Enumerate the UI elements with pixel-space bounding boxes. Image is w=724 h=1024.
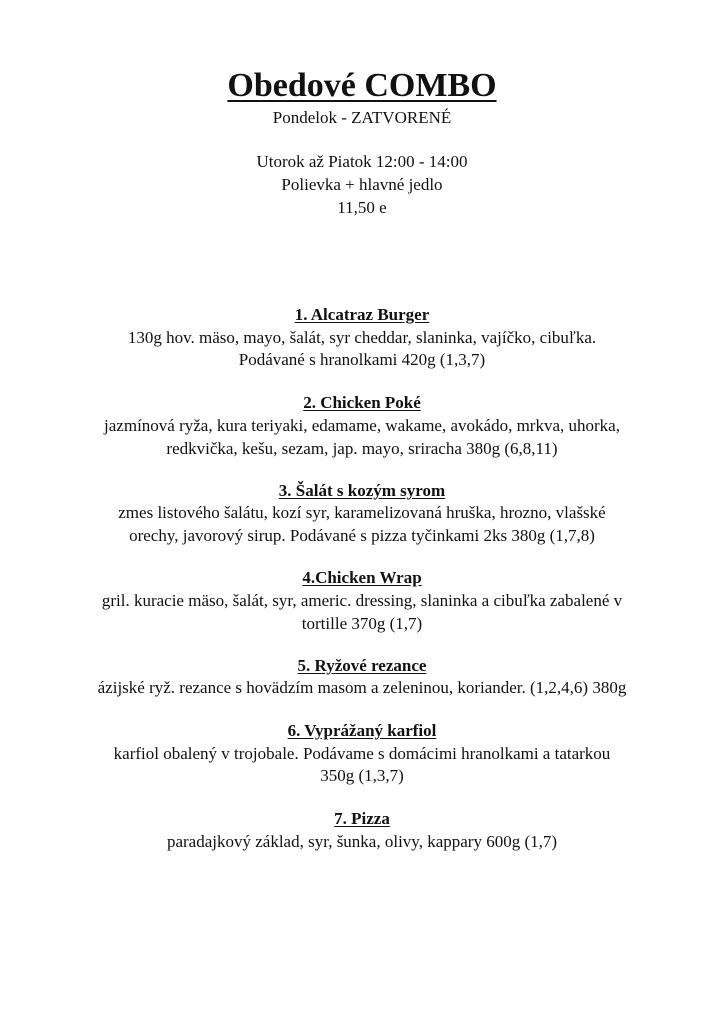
menu-item-desc-3-line-2: orechy, javorový sirup. Podávané s pizza tyčinkami 2ks 380g (1,7,8) [129,526,595,545]
menu-item-desc-6-line-1: karfiol obalený v trojobale. Podávame s domácimi hranolkami a tatarkou [113,744,611,763]
menu-item-heading-7: 7. Pizza [334,809,390,828]
menu-item-heading-5: 5. Ryžové rezance [297,656,427,675]
monday-closed-note: Pondelok - ZATVORENÉ [272,108,452,127]
menu-item-desc-1-line-1: 130g hov. mäso, mayo, šalát, syr cheddar, slaninka, vajíčko, cibuľka. [127,328,597,347]
menu-item-heading-6: 6. Vyprážaný karfiol [287,721,437,740]
opening-hours: Utorok až Piatok 12:00 - 14:00 [256,152,468,171]
page-title: Obedové COMBO [227,67,497,104]
menu-item-desc-2-line-1: jazmínová ryža, kura teriyaki, edamame, wakame, avokádo, mrkva, uhorka, [104,416,620,435]
combo-price: 11,50 e [337,198,387,217]
menu-item-heading-1: 1. Alcatraz Burger [294,305,430,324]
menu-item-desc-2-line-2: redkvička, kešu, sezam, jap. mayo, sriracha 380g (6,8,11) [166,439,558,458]
menu-item-desc-6-line-2: 350g (1,3,7) [320,766,404,785]
menu-item-desc-1-line-2: Podávané s hranolkami 420g (1,3,7) [238,350,486,369]
menu-item-desc-4-line-1: gril. kuracie mäso, šalát, syr, americ. dressing, slaninka a cibuľka zabalené v [101,591,623,610]
menu-item-heading-4: 4.Chicken Wrap [302,568,422,587]
menu-item-desc-7-line-1: paradajkový základ, syr, šunka, olivy, kappary 600g (1,7) [166,832,558,851]
menu-item-desc-3-line-1: zmes listového šalátu, kozí syr, karamelizovaná hruška, hrozno, vlašské [118,503,606,522]
menu-item-desc-5-line-1: ázijské ryž. rezance s hovädzím masom a zeleninou, koriander. (1,2,4,6) 380g [97,678,627,697]
menu-item-desc-4-line-2: tortille 370g (1,7) [301,614,423,633]
combo-offer: Polievka + hlavné jedlo [281,175,443,194]
menu-item-heading-2: 2. Chicken Poké [303,393,421,412]
menu-item-heading-3: 3. Šalát s kozým syrom [278,481,446,500]
